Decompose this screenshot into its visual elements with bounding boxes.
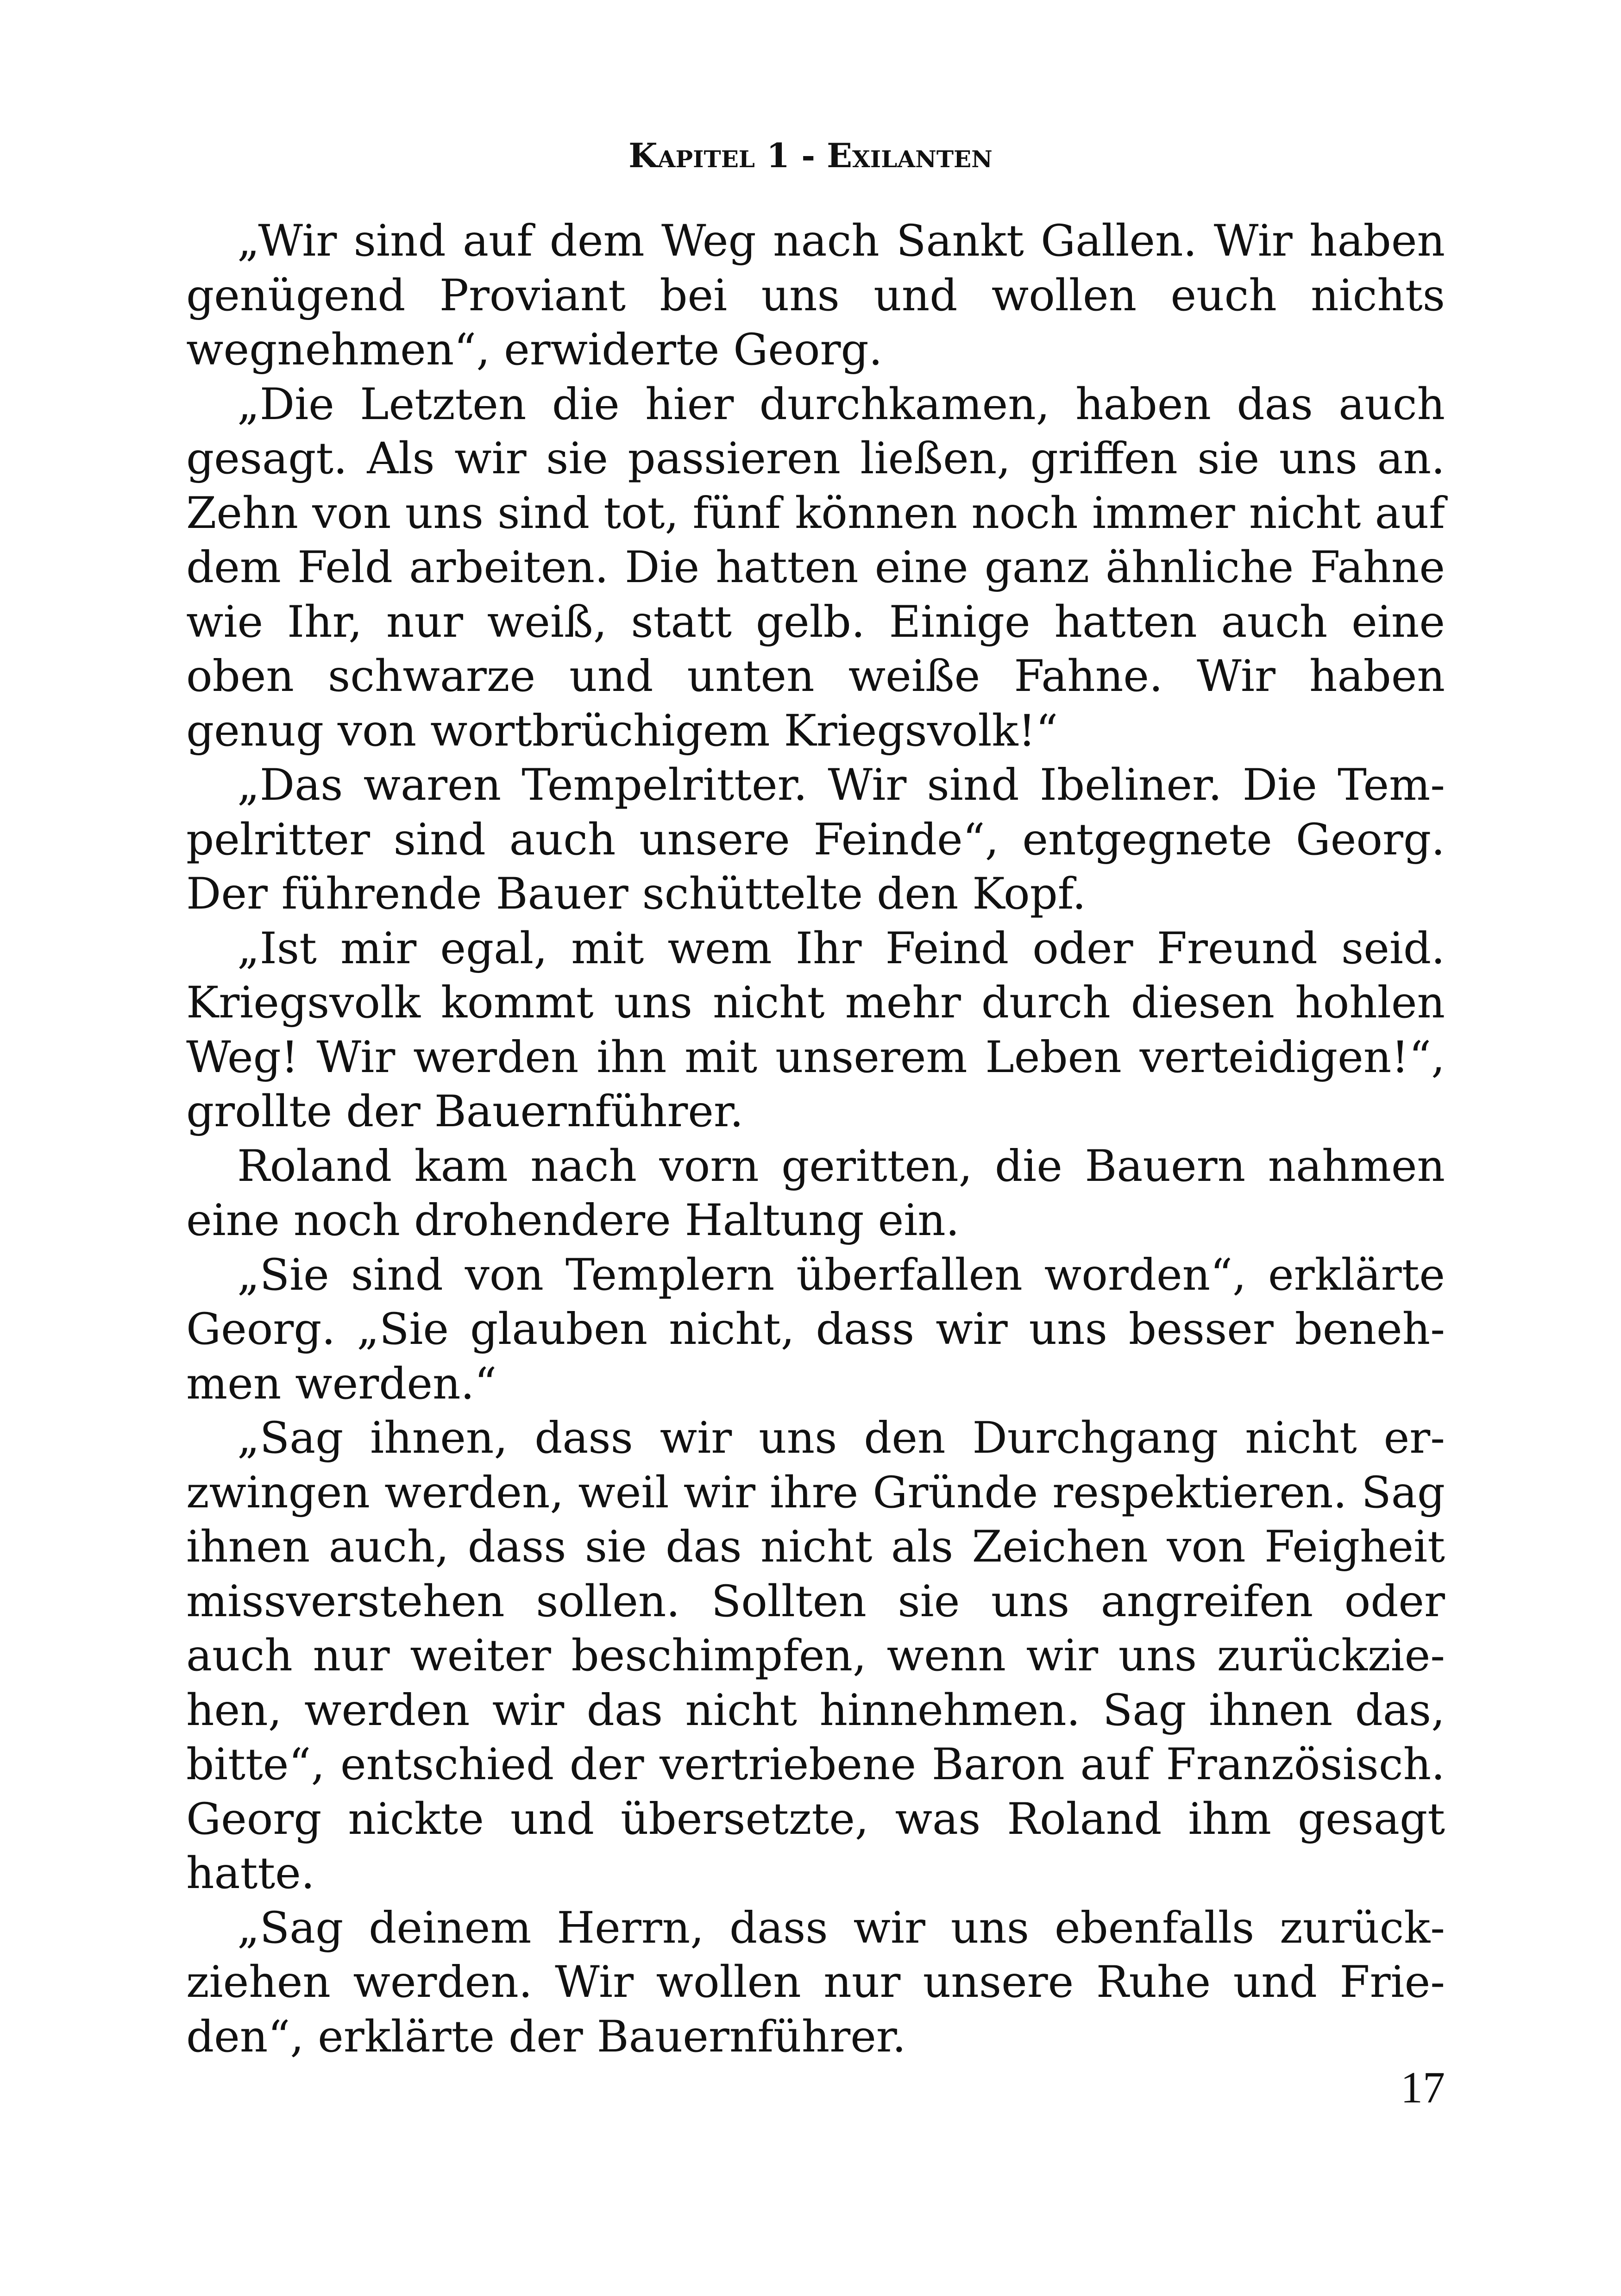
page-number: 17 — [1401, 2063, 1445, 2112]
paragraph: „Sag deinem Herrn, dass wir uns ebenfalls zurückziehen werden. Wir wollen nur unsere Ruhe und Frieden“, erklärte der Bauernführer. — [186, 1902, 1445, 2062]
paragraph: „Ist mir egal, mit wem Ihr Feind oder Freund seid. Kriegsvolk kommt uns nicht mehr durch diesen hohlen Weg! Wir werden ihn mit unserem Leben verteidigen!“, grollte der Bauernführer. — [186, 923, 1445, 1137]
paragraph: „Sie sind von Templern überfallen worden“, erklärte Georg. „Sie glauben nicht, dass wir uns besser benehmen werden.“ — [186, 1249, 1445, 1409]
paragraph: „Sag ihnen, dass wir uns den Durchgang nicht erzwingen werden, weil wir ihre Gründe respektieren. Sag ihnen auch, dass sie das nicht als Zeichen von Feigheit missverstehen sollen. Sollten sie uns angreifen oder auch nur weiter beschimpfen, wenn wir uns zurückziehen, werden wir das nicht hinnehmen. Sag ihnen das, bitte“, entschied der vertriebene Baron auf Französisch. Georg nickte und übersetzte, was Roland ihm gesagt hatte. — [186, 1413, 1445, 1899]
paragraph: „Das waren Tempelritter. Wir sind Ibeliner. Die Tempelritter sind auch unsere Feinde“, entgegnete Georg. Der führende Bauer schüttelte den Kopf. — [186, 760, 1445, 919]
running-header: Kapitel 1 - Exilanten — [628, 136, 993, 175]
paragraph: „Die Letzten die hier durchkamen, haben das auch gesagt. Als wir sie passieren ließen, griffen sie uns an. Zehn von uns sind tot, fünf können noch immer nicht auf dem Feld arbeiten. Die hatten eine ganz ähnliche Fahne wie Ihr, nur weiß, statt gelb. Einige hatten auch eine oben schwarze und unten weiße Fahne. Wir haben genug von wortbrüchigem Kriegsvolk!“ — [186, 379, 1445, 756]
body-text — [186, 214, 1445, 2064]
paragraph: „Wir sind auf dem Weg nach Sankt Gallen. Wir haben genügend Proviant bei uns und wollen euch nichts wegnehmen“, erwiderte Georg. — [186, 216, 1445, 375]
paragraph: Roland kam nach vorn geritten, die Bauern nahmen eine noch drohendere Haltung ein. — [186, 1141, 1445, 1246]
